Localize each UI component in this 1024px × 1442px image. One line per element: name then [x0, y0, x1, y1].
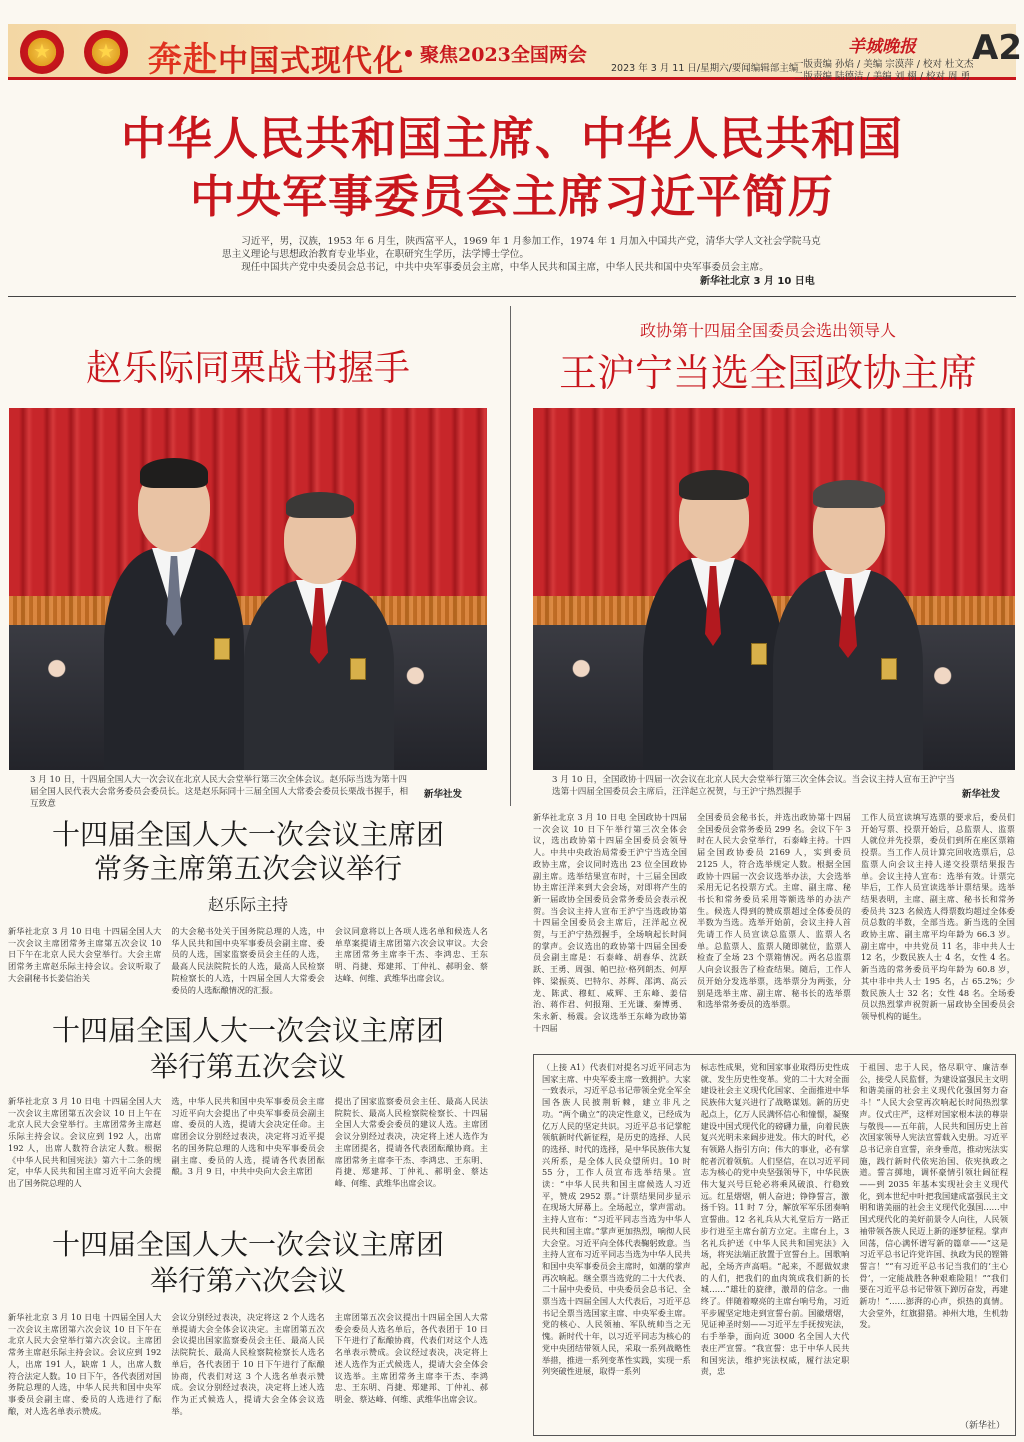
column-slogan: 奔赴中国式现代化: [148, 40, 404, 80]
right-story-body: [533, 812, 1015, 1048]
right-story-photo: [533, 408, 1015, 770]
right-body-col-3: 工作人员宣读填写选票的要求后，委员们开始写票、投票开始后，总监票人、监票人就位并先投票，委员们到所在座区票箱投票。当工作人员计算完回收选票后，总监票人向会议主持人递交投票结果报告单。会议主持人宣布：选举有效。计票完毕后，工作人员宣读选举计票结果。选举结果表明，主席、副主席、秘书长和常务委员共 323 名候选人得票数均超过全体委员总数的半数，全部当选。新当选的全国政协主席、副主席平均年龄为 66.3 岁。副主席中，中共党员 11 名，非中共人士 12 名，少数民族人士 4 名，女性 4 名。新当选的常务委员平均年龄为 60.8 岁，其中非中共人士 195 名，占 65.2%；少数民族人士 32 名；女性 48 名。全场委员以热烈掌声祝贺新一届政协全国委员会领导机构的诞生。: [861, 812, 1015, 1021]
article-2-title-2: 举行第五次会议: [149, 1050, 346, 1083]
left-story-photo: [9, 408, 487, 770]
article-3-col-3: 主席团第五次会议提出十四届全国人大常委会委员人选名单后，各代表团于 10 日下午进行了酝酿协商，代表们对这个人选名单表示赞成。会议经过表决，决定将上述人选作为正式候选人，提请大会全体会议选举。主席团常务主席李干杰、李鸿忠、王东明、肖捷、郑建邦、丁仲礼、郝明金、蔡达峰、何维、武维华出席会议。: [334, 1312, 488, 1404]
cppcc-emblem-icon: [84, 30, 128, 74]
newspaper-logo: 羊城晚报: [848, 37, 916, 57]
biography-credit: 新华社北京 3 月 10 日电: [700, 276, 815, 287]
headline-line-1: 中华人民共和国主席、中华人民共和国: [120, 112, 903, 165]
article-3-body: [8, 1312, 488, 1436]
biography: [222, 235, 822, 274]
column-focus: 聚焦2023全国两会: [420, 44, 587, 66]
right-story-kicker: 政协第十四届全国委员会选出领导人: [639, 321, 896, 340]
right-body-col-1: 新华社北京 3 月 10 日电 全国政协十四届一次会议 10 日下午举行第三次全体会议，选出政协第十四届全国委员会领导人。中共中央政治局常委王沪宁当选全国政协主席，会议同时选出 23 位全国政协副主席。选举结果宣布时，十三届全国政协主席汪洋来到大会会场，对即将产生的新一届政协全国委员会常务委员会表示祝贺。当会议主持人宣布王沪宁当选政协第十四届全国委员会主席后，汪洋起立祝贺，与王沪宁热烈握手，全场响起长时间的掌声。会议选出的政协第十四届全国委员会副主席是：石泰峰、胡春华、沈跃跃、王勇、周强、帕巴拉·格列朗杰、何厚铧、梁振英、巴特尔、苏辉、邵鸿、高云龙、陈武、穆虹、咸辉、王东峰、姜信治、蒋作君、何报翔、王光谦、秦博勇、朱永新、杨震。会议选举王东峰为政协第十四届: [533, 812, 687, 1033]
continued-body: [542, 1062, 1008, 1428]
article-2-col-3: 提出了国家监察委员会主任、最高人民法院院长、最高人民检察院检察长、十四届全国人大常委会委员的建议人选。主席团会议分别经过表决，决定将上述人选作为主席团提名，提请各代表团酝酿协商。主席团常务主席李干杰、李鸿忠、王东明、肖捷、郑建邦、丁仲礼、郝明金、蔡达峰、何维、武维华出席会议。: [334, 1096, 488, 1188]
continued-col-3: 于祖国、忠于人民，恪尽职守、廉洁奉公，接受人民监督，为建设富强民主文明和谐美丽的社会主义现代化强国努力奋斗！”人民大会堂再次响起长时间热烈掌声。仪式庄严，这样对国家根本法的尊崇与敬畏——五年前，人民共和国历史上首次国家领导人宪法宣誓载入史册。习近平总书记亲自宣誓，亲身垂范，推动宪法实施，践行新时代依宪治国、依宪执政之道。誓言掷地，调怀豪情引领壮阔征程——到 2035 年基本实现社会主义现代化，到本世纪中叶把我国建成富强民主文明和谐美丽的社会主义现代化强国……中国式现代化的美好前景令人向往，人民领袖带领各族人民迈上新的逐梦征程。掌声回荡，信心满怀谱写新的篇章——“这是习近平总书记许党许国、执政为民的铿锵誓言！”“有习近平总书记当我们的‘主心骨’，一定能战胜各种艰难险阻！”“我们要在习近平总书记带领下踔厉奋发，再建新功！”……澎湃的心声，炽热的真情。大会堂外，红旗猎猎。神州大地，生机勃发。: [859, 1062, 1009, 1330]
continued-col-2: 标志性成果，党和国家事业取得历史性成就、发生历史性变革。党的二十大对全面建设社会主义现代化国家、全面推进中华民族伟大复兴进行了战略谋划。新的历史起点上，亿万人民满怀信心和憧憬，凝聚建设中国式现代化的磅礴力量，向着民族复兴光明未来阔步进发。伟大的时代，必有领路人指引方向；伟大的事业，必有掌舵者沉着领航。人们坚信，在以习近平同志为核心的党中央坚强领导下，中华民族伟大复兴号巨轮必将乘风破浪、行稳致远。红星熠熠，朝人奋进；铮铮誓言，激扬千钧。11 时 7 分，解放军军乐团奏响宣誓曲。12 名礼兵从大礼堂后方一路正步行进至主席台前方立定。主席台上，3 名礼兵护送《中华人民共和国宪法》入场，将宪法端正放置于宣誓台上。国歌响起，全场齐声高唱。“起来，不愿做奴隶的人们，把我们的血肉筑成我们新的长城……”雄壮的旋律，激昂的信念。一曲终了。伴随着嘹亮的主席台响号角，习近平步履坚定地走到宣誓台前。国徽熠熠，见证神圣时刻——习近平左手抚按宪法，右手举拳，面向近 3000 名全国人大代表庄严宣誓。“我宣誓：忠于中华人民共和国宪法，维护宪法权威，履行法定职责，忠: [700, 1062, 850, 1377]
national-emblem-icon: [20, 30, 64, 74]
date-line: 2023 年 3 月 11 日/星期六/要闻编辑部主编: [611, 63, 799, 74]
article-3-col-2: 会议分别经过表决，决定将这 2 个人选名单提请大会全体会议决定。主席团第五次会议提出国家监察委员会主任、最高人民法院院长、最高人民检察院检察长人选名单后，各代表团于 10 日下午进行了酝酿协商，代表们对这 3 个人选名单表示赞成。会议分别经过表决，决定将上述人选作为正式候选人，提请大会全体会议选举。: [171, 1312, 325, 1416]
article-3-title-2: 举行第六次会议: [149, 1264, 346, 1297]
continued-signoff: （新华社）: [960, 1421, 1006, 1431]
column-divider: [510, 306, 511, 806]
article-1-col-2: 的大会秘书处关于国务院总理的人选，中华人民共和国中央军事委员会副主席、委员的人选，国家监察委员会主任的人选，最高人民法院院长的人选，最高人民检察院检察长的人选，十四届全国人大常委会委员的人选酝酿情况的汇报。: [171, 926, 325, 995]
right-photo-credit: 新华社发: [962, 789, 1001, 800]
right-photo-caption: 3 月 10 日，全国政协十四届一次会议在北京人民大会堂举行第三次全体会议。当会议主持人宣布王沪宁当选第十四届全国委员会主席后，汪洋起立祝贺，与王沪宁热烈握手: [552, 775, 955, 797]
article-1-col-1: 新华社北京 3 月 10 日电 十四届全国人大一次会议主席团常务主席第五次会议 10 日下午在北京人民大会堂举行。大会主席团常务主席赵乐际主持会议。会议听取了大会副秘书长姜信治关: [8, 926, 162, 983]
article-1-col-3: 会议同意将以上各项人选名单和候选人名单草案提请主席团第六次会议审议。大会主席团常务主席李干杰、李鸿忠、王东明、肖捷、郑建邦、丁仲礼、郝明金、蔡达峰、何维、武维华出席会议。: [334, 926, 488, 983]
article-2-col-2: 选，中华人民共和国中央军事委员会主席习近平向大会提出了中央军事委员会副主席、委员的人选，提请大会决定任命。主席团会议分别经过表决，决定将习近平提名的国务院总理的人选和中央军事委员会副主席、委员的人选，提请各代表团酝酿。3 月 9 日，中共中央向大会主席团: [171, 1096, 325, 1177]
article-1-title-1: 十四届全国人大一次会议主席团: [51, 818, 444, 851]
editor-credits-1: 一版责编 孙焰 / 美编 宗漠萍 / 校对 杜文杰: [794, 59, 974, 70]
continued-col-1: （上接 A1）代表们对提名习近平同志为国家主席、中央军委主席一致拥护。大家一致表示，习近平总书记带领全党全军全国各族人民披荆斩棘，建立非凡之功。“两个确立”的决定性意义，已经成为亿万人民的坚定共识。习近平总书记掌舵领航新时代新征程，是历史的选择、人民的选择、时代的选择，是中华民族伟大复兴所系，是全体人民众望所归。10 时 55 分，工作人员宣布选举结果。宣读：“中华人民共和国主席候选人习近平，赞成 2952 票。”计票结果同步显示在现场大屏幕上。全场起立，掌声雷动。主持人宣布：“习近平同志当选为中华人民共和国主席。”掌声更加热烈，响彻人民大会堂。习近平向全体代表鞠躬致意。当主持人宣布习近平同志当选为中华人民共和国中央军事委员会主席时，如潮的掌声再次响起。继全票当选党的二十大代表、二十届中央委员、中央委员会总书记、全票当选十四届全国人大代表后，习近平总书记全票当选国家主席、中央军委主席。党的核心、人民领袖、军队统帅当之无愧。新时代十年，以习近平同志为核心的党中央团结带领人民，采取一系列战略性举措，推进一系列变革性实践，实现一系列突破性进展，取得一系列: [542, 1062, 691, 1377]
article-2-col-1: 新华社北京 3 月 10 日电 十四届全国人大一次会议主席团第五次会议 10 日上午在北京人民大会堂举行。主席团常务主席赵乐际主持会议。会议应到 192 人，出席 192 人，出席人数符合法定人数。根据《中华人民共和国宪法》第六十二条的规定，中华人民共和国主席习近平向大会提出了国务院总理的人: [8, 1096, 162, 1188]
article-2-body: [8, 1096, 488, 1196]
article-1-title-2: 常务主席第五次会议举行: [93, 852, 402, 885]
biography-paragraph-1: 习近平，男，汉族，1953 年 6 月生，陕西富平人，1969 年 1 月参加工作，1974 年 1 月加入中国共产党，清华大学人文社会学院马克思主义理论与思想政治教育专业毕业，在职研究生学历，法学博士学位。: [222, 236, 821, 260]
bullet-dot-icon: [405, 50, 412, 57]
divider: [8, 296, 1016, 297]
right-story-title: 王沪宁当选全国政协主席: [558, 351, 977, 395]
article-3-title-1: 十四届全国人大一次会议主席团: [51, 1228, 444, 1261]
left-story-title: 赵乐际同栗战书握手: [85, 348, 410, 389]
article-3-col-1: 新华社北京 3 月 10 日电 十四届全国人大一次会议主席团第六次会议 10 日下午在北京人民大会堂举行第六次会议。主席团常务主席赵乐际主持会议。会议应到 192 人，出席 191 人，缺席 1 人，出席人数符合法定人数。10 日下午，各代表团对国务院总理的人选，中华人民共和国中央军事委员会副主席、委员的人选进行了酝酿，对人选名单表示赞成。: [8, 1312, 162, 1416]
biography-paragraph-2: 现任中国共产党中央委员会总书记，中共中央军事委员会主席，中华人民共和国主席，中华人民共和国中央军事委员会主席。: [241, 262, 769, 273]
editor-credits-2: 二版责编 陆德洁 / 美编 刘 栩 / 校对 周 勇: [794, 71, 971, 82]
masthead: [8, 24, 1022, 82]
right-body-col-2: 全国委员会秘书长，并选出政协第十四届全国委员会常务委员 299 名。会议下午 3 时在人民大会堂举行，石泰峰主持。十四届全国政协委员 2169 人，实到委员 2125 人，符合选举规定人数。根据全国政协十四届一次会议选举办法，大会选举采用无记名投票方式。主席、副主席、秘书长和常务委员采用等额选举的办法产生。候选人得到的赞成票超过全体委员的半数为当选。选举开始前，会议主持人首先请工作人员宣读总监票人、监票人名单。总监票人、监票人随即就位，监票人检查了全场 23 个票箱情况。两名总监票人向会议报告了检查结果。随后，工作人员开始分发选举票，选举票分为两张，分别是选举主席、副主席、秘书长的选举票和选举常务委员的选举票。: [697, 812, 851, 1010]
article-1-subtitle: 赵乐际主持: [207, 895, 288, 914]
left-photo-caption: 3 月 10 日，十四届全国人大一次会议在北京人民大会堂举行第三次全体会议。赵乐际当选为第十四届全国人民代表大会常务委员会委员长。这是赵乐际同十三届全国人大常委会委员长栗战书握手，相互致意: [30, 775, 409, 809]
left-photo-credit: 新华社发: [424, 789, 463, 800]
headline-line-2: 中央军事委员会主席习近平简历: [189, 170, 834, 223]
article-2-title-1: 十四届全国人大一次会议主席团: [51, 1014, 444, 1047]
article-1-body: [8, 926, 488, 1014]
page-number: A2: [972, 28, 1022, 68]
